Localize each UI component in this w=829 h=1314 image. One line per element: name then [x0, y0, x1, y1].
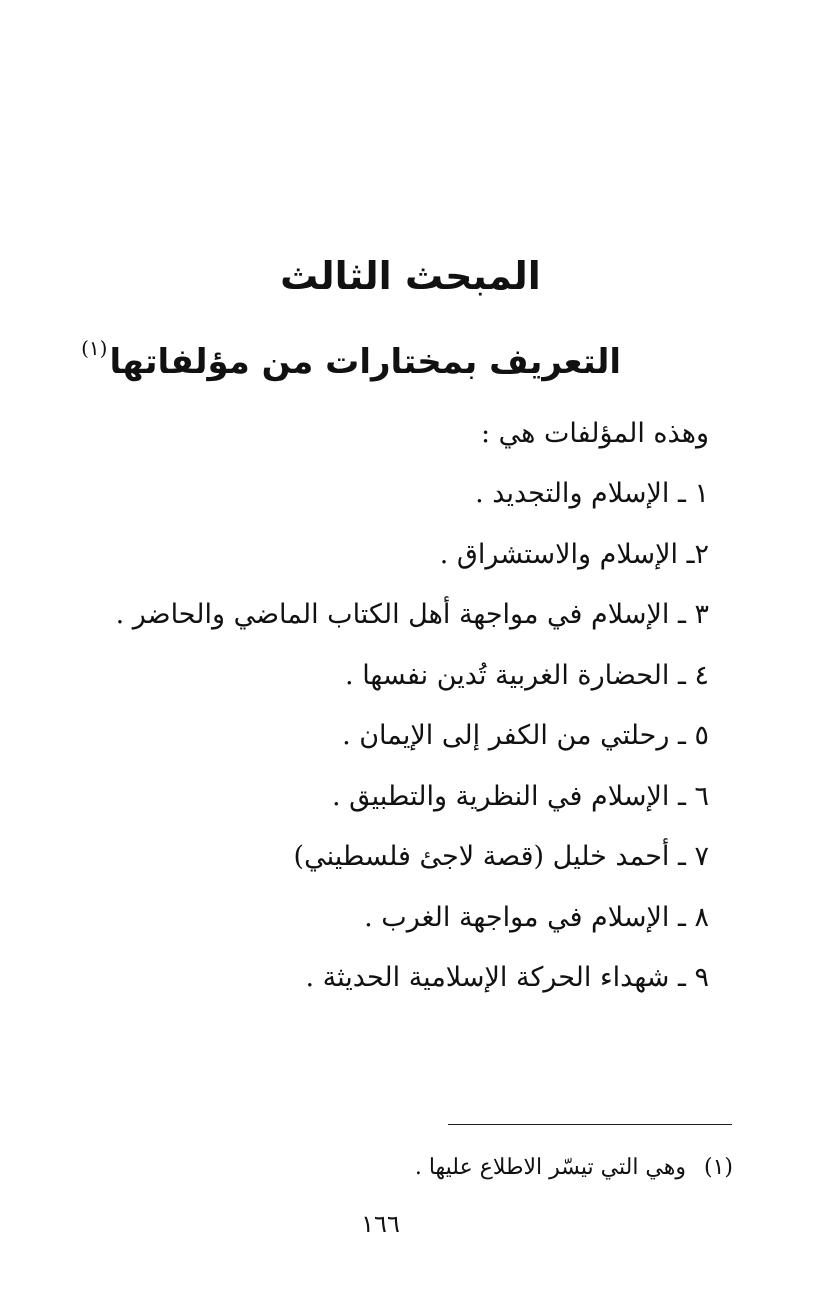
section-subtitle-text: التعريف بمختارات من مؤلفاتها [109, 342, 621, 382]
footnote-marker: (١) [703, 1155, 733, 1180]
page-number-text: ١٦٦ [361, 1210, 400, 1238]
list-item: ٨ ـ الإسلام في مواجهة الغرب . [364, 901, 709, 933]
section-subtitle [81, 320, 621, 390]
list-item: ٣ ـ الإسلام في مواجهة أهل الكتاب الماضي والحاضر . [115, 599, 709, 630]
list-item: ٩ ـ شهداء الحركة الإسلامية الحديثة . [305, 962, 709, 993]
footnote-separator [448, 1124, 732, 1125]
footnote-text: وهي التي تيسّر الاطلاع عليها . [414, 1155, 686, 1180]
footnote [415, 1150, 733, 1186]
section-title [0, 248, 829, 304]
works-list [116, 472, 709, 1017]
section-title-text: المبحث الثالث [280, 254, 541, 298]
page-number [0, 1206, 829, 1242]
list-item: ٢ـ الإسلام والاستشراق . [439, 538, 709, 570]
list-item: ٧ ـ أحمد خليل (قصة لاجئ فلسطيني) [293, 841, 709, 872]
intro-text: وهذه المؤلفات هي : [481, 418, 709, 449]
list-item: ١ ـ الإسلام والتجديد . [475, 478, 709, 509]
list-item: ٥ ـ رحلتي من الكفر إلى الإيمان . [342, 720, 709, 751]
list-item: ٦ ـ الإسلام في النظرية والتطبيق . [331, 780, 709, 812]
list-item: ٤ ـ الحضارة الغربية تُدين نفسها . [345, 659, 709, 691]
footnote-reference: (١) [81, 336, 108, 360]
